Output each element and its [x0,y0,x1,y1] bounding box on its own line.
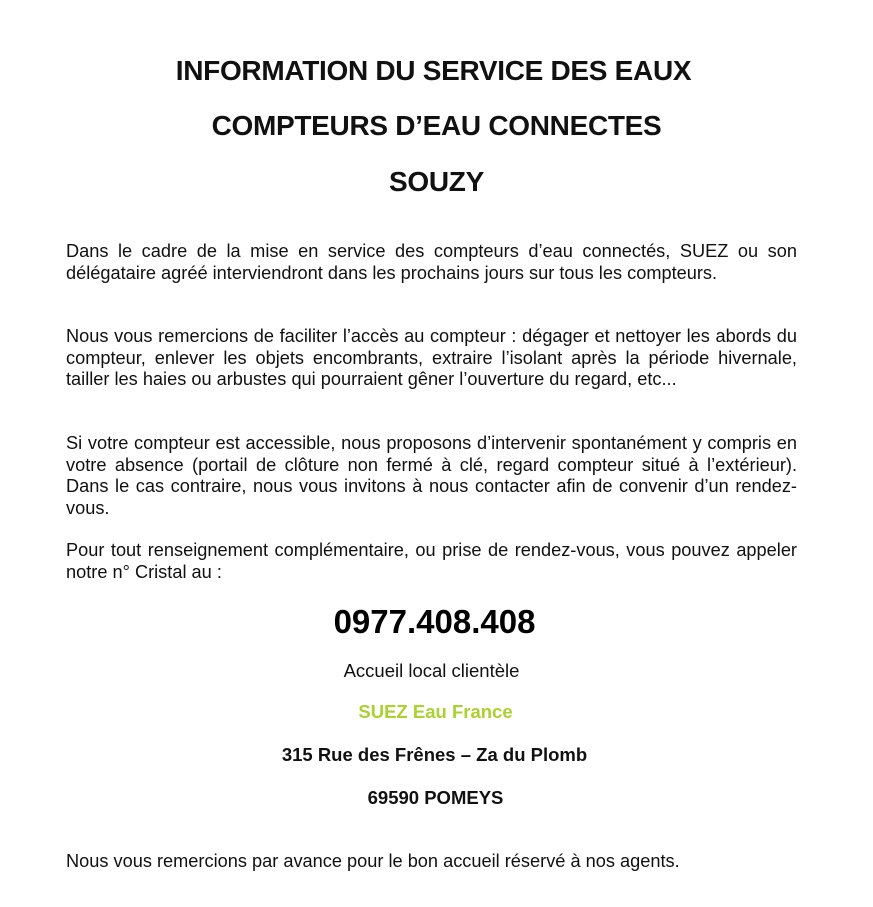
paragraph-contact: Pour tout renseignement complémentaire, ou prise de rendez-vous, vous pouvez appeler notre n° Cristal au : [66,540,797,582]
paragraph-intro: Dans le cadre de la mise en service des compteurs d’eau connectés, SUEZ ou son délégataire agréé interviendront dans les prochains jours sur tous les compteurs. [66,241,797,283]
street-address: 315 Rue des Frênes – Za du Plomb [281,744,588,765]
service-label: Accueil local clientèle [343,660,520,681]
postal-city: 69590 POMEYS [367,787,504,808]
company-name: SUEZ Eau France [358,701,513,722]
phone-number: 0977.408.408 [333,603,536,640]
title-service: INFORMATION DU SERVICE DES EAUX [175,55,692,86]
title-meters: COMPTEURS D’EAU CONNECTES [211,110,662,141]
title-town: SOUZY [389,166,484,197]
closing-text: Nous vous remercions par avance pour le bon accueil réservé à nos agents. [66,851,680,871]
paragraph-access: Nous vous remercions de faciliter l’accès au compteur : dégager et nettoyer les abords du compteur, enlever les objets encombrants, extraire l’isolant après la période hivernale, tailler les haies ou arbustes qui pourraient gêner l’ouverture du regard, etc... [66,326,797,390]
paragraph-intervention: Si votre compteur est accessible, nous proposons d’intervenir spontanément y compris en votre absence (portail de clôture non fermé à clé, regard compteur situé à l’extérieur). Dans le cas contraire, nous vous invitons à nous contacter afin de convenir d’un rendez-vous. [66,433,797,518]
